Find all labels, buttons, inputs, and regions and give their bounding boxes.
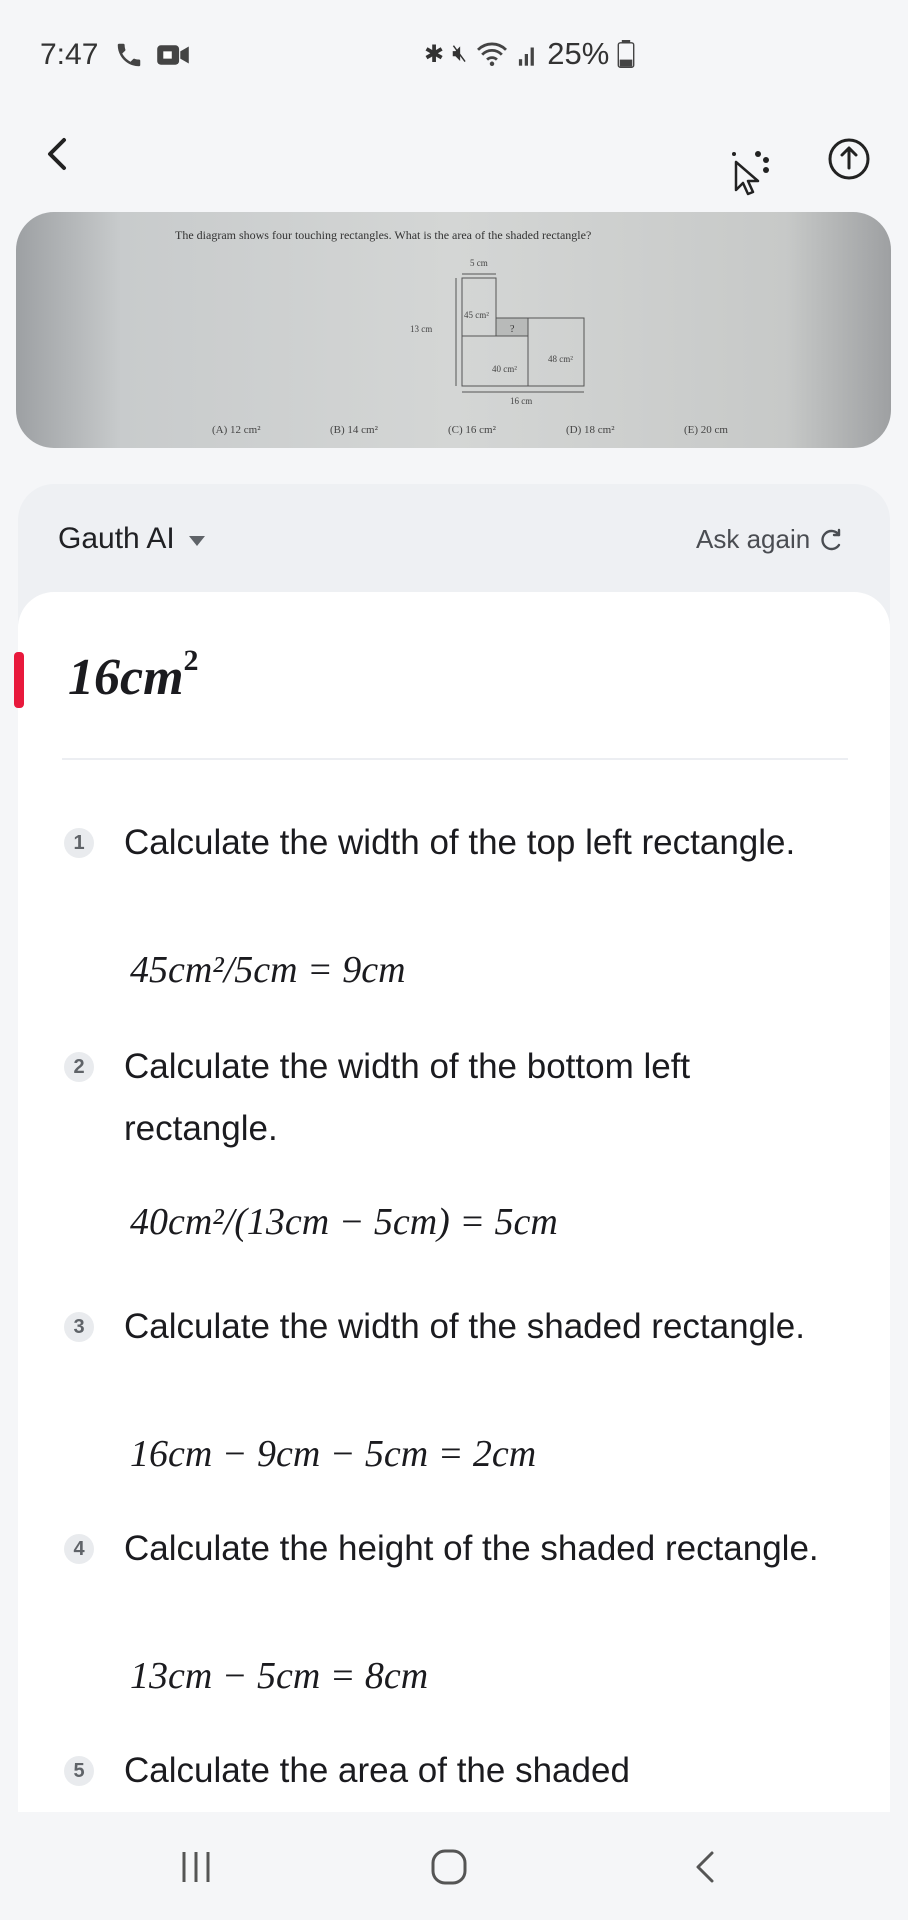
step-math-1: 45cm²/5cm = 9cm bbox=[130, 949, 406, 991]
video-icon bbox=[156, 40, 190, 70]
label-area-40: 40 cm² bbox=[492, 364, 517, 374]
step-title-2: Calculate the width of the bottom left rectangle. bbox=[124, 1047, 691, 1148]
divider bbox=[62, 758, 848, 760]
signal-icon bbox=[517, 41, 539, 67]
option-e: (E) 20 cm bbox=[684, 424, 728, 436]
battery-icon bbox=[617, 40, 635, 68]
step-number-1: 1 bbox=[64, 828, 94, 858]
ask-again-button[interactable] bbox=[696, 524, 844, 555]
answer-accent-bar bbox=[14, 652, 24, 708]
status-bar bbox=[0, 0, 908, 110]
share-icon[interactable] bbox=[826, 136, 872, 182]
step-math-3: 16cm − 9cm − 5cm = 2cm bbox=[130, 1433, 537, 1475]
step-math-4: 13cm − 5cm = 8cm bbox=[130, 1655, 429, 1697]
cursor-icon[interactable] bbox=[728, 148, 772, 196]
bluetooth-icon: ✱ bbox=[424, 40, 445, 68]
step-number-3: 3 bbox=[64, 1312, 94, 1342]
step-title-3: Calculate the width of the shaded rectangle. bbox=[124, 1307, 805, 1346]
label-unknown: ? bbox=[510, 324, 515, 335]
home-icon[interactable] bbox=[430, 1848, 468, 1886]
recents-icon[interactable] bbox=[178, 1850, 214, 1884]
label-bottom-width: 16 cm bbox=[510, 396, 533, 406]
rectangles-diagram bbox=[400, 254, 610, 406]
system-nav-bar bbox=[0, 1812, 908, 1920]
option-b: (B) 14 cm² bbox=[330, 424, 378, 436]
ask-again-label: Ask again bbox=[696, 524, 811, 554]
model-selector[interactable] bbox=[58, 522, 205, 556]
wifi-icon bbox=[475, 40, 509, 68]
option-c: (C) 16 cm² bbox=[448, 424, 496, 436]
label-height: 13 cm bbox=[410, 324, 433, 334]
phone-icon bbox=[114, 40, 144, 70]
status-time: 7:47 bbox=[40, 38, 99, 71]
refresh-icon bbox=[818, 527, 844, 553]
status-icons bbox=[424, 36, 635, 72]
final-answer-power: 2 bbox=[183, 643, 199, 677]
final-answer-value: 16cm bbox=[68, 649, 184, 706]
step-title-1: Calculate the width of the top left rectangle. bbox=[124, 823, 796, 862]
step-number-2: 2 bbox=[64, 1052, 94, 1082]
label-area-48: 48 cm² bbox=[548, 354, 573, 364]
step-number-4: 4 bbox=[64, 1534, 94, 1564]
back-icon[interactable] bbox=[38, 134, 78, 174]
step-number-5: 5 bbox=[64, 1756, 94, 1786]
caret-down-icon bbox=[189, 536, 205, 546]
question-text: The diagram shows four touching rectangles. What is the area of the shaded rectangle? bbox=[175, 228, 592, 242]
step-title-4: Calculate the height of the shaded rectangle. bbox=[124, 1529, 819, 1568]
battery-text: 25% bbox=[547, 36, 610, 71]
label-top-width: 5 cm bbox=[470, 258, 488, 268]
model-name: Gauth AI bbox=[58, 522, 175, 555]
step-math-2: 40cm²/(13cm − 5cm) = 5cm bbox=[130, 1201, 558, 1243]
nav-back-icon[interactable] bbox=[690, 1850, 720, 1884]
final-answer bbox=[68, 643, 199, 707]
label-area-45: 45 cm² bbox=[464, 310, 489, 320]
option-a: (A) 12 cm² bbox=[212, 424, 261, 436]
mute-icon: 🔇︎ bbox=[452, 40, 468, 67]
option-d: (D) 18 cm² bbox=[566, 424, 615, 436]
step-title-5: Calculate the area of the shaded bbox=[124, 1751, 630, 1790]
